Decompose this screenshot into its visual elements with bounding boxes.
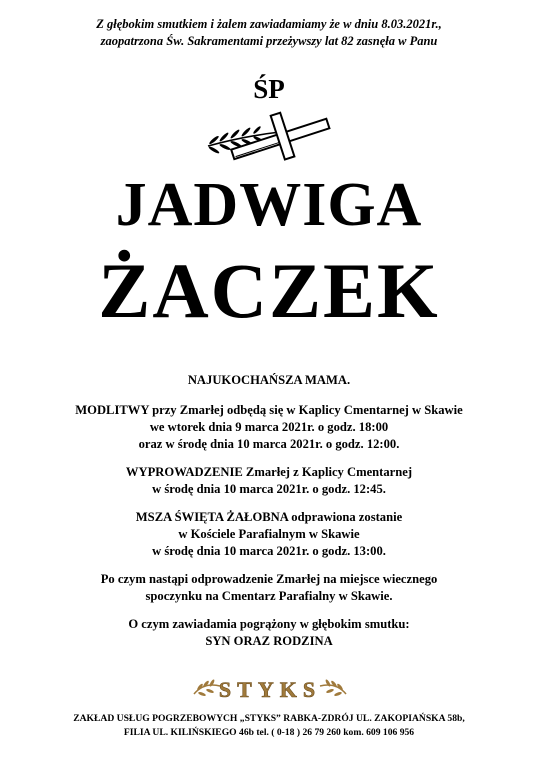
body-line: oraz w środę dnia 10 marca 2021r. o godz. 12:00. bbox=[138, 437, 400, 451]
body-line: w Kościele Parafialnym w Skawie bbox=[178, 527, 360, 541]
body-line: WYPROWADZENIE Zmarłej z Kaplicy Cmentarnej bbox=[125, 465, 413, 479]
intro-line-1: Z głębokim smutkiem i żalem zawiadamiamy że w dniu 8.03.2021r., bbox=[96, 17, 442, 31]
body-line: Po czym nastąpi odprowadzenie Zmarłej na miejsce wiecznego bbox=[100, 572, 438, 586]
body-line: NAJUKOCHAŃSZA MAMA. bbox=[187, 373, 351, 387]
cross-with-palm-branch-icon bbox=[200, 106, 340, 166]
sp-prefix: ŚP bbox=[253, 74, 285, 104]
intro-text bbox=[20, 16, 518, 50]
body-line: MODLITWY przy Zmarłej odbędą się w Kaplicy Cmentarnej w Skawie bbox=[75, 403, 463, 417]
styks-logo bbox=[190, 672, 350, 706]
footer-line-1: ZAKŁAD USŁUG POGRZEBOWYCH „STYKS” RABKA-ZDRÓJ UL. ZAKOPIAŃSKA 58b, bbox=[73, 713, 465, 724]
body-line: spoczynku na Cmentarz Parafialny w Skawie. bbox=[145, 589, 393, 603]
body-line: w środę dnia 10 marca 2021r. o godz. 12:45. bbox=[152, 482, 386, 496]
footer-text bbox=[10, 712, 528, 739]
body-line: O czym zawiadamia pogrążony w głębokim smutku: bbox=[128, 617, 410, 631]
body-line: SYN ORAZ RODZINA bbox=[205, 634, 333, 648]
first-name: JADWIGA bbox=[115, 171, 423, 239]
body-line: we wtorek dnia 9 marca 2021r. o godz. 18:00 bbox=[149, 420, 389, 434]
logo-text: STYKS bbox=[218, 677, 322, 702]
body-line: MSZA ŚWIĘTA ŻAŁOBNA odprawiona zostanie bbox=[135, 510, 403, 524]
intro-line-2: zaopatrzona Św. Sakramentami przeżywszy lat 82 zasnęła w Panu bbox=[100, 34, 438, 48]
body-line: w środę dnia 10 marca 2021r. o godz. 13:00. bbox=[152, 544, 386, 558]
notice-body bbox=[20, 372, 518, 650]
laurel-branch-icon bbox=[194, 679, 220, 697]
last-name: ŻACZEK bbox=[98, 247, 440, 334]
laurel-branch-icon bbox=[320, 679, 346, 697]
footer-line-2: FILIA UL. KILIŃSKIEGO 46b tel. ( 0-18 ) 26 79 260 kom. 609 106 956 bbox=[123, 726, 415, 738]
